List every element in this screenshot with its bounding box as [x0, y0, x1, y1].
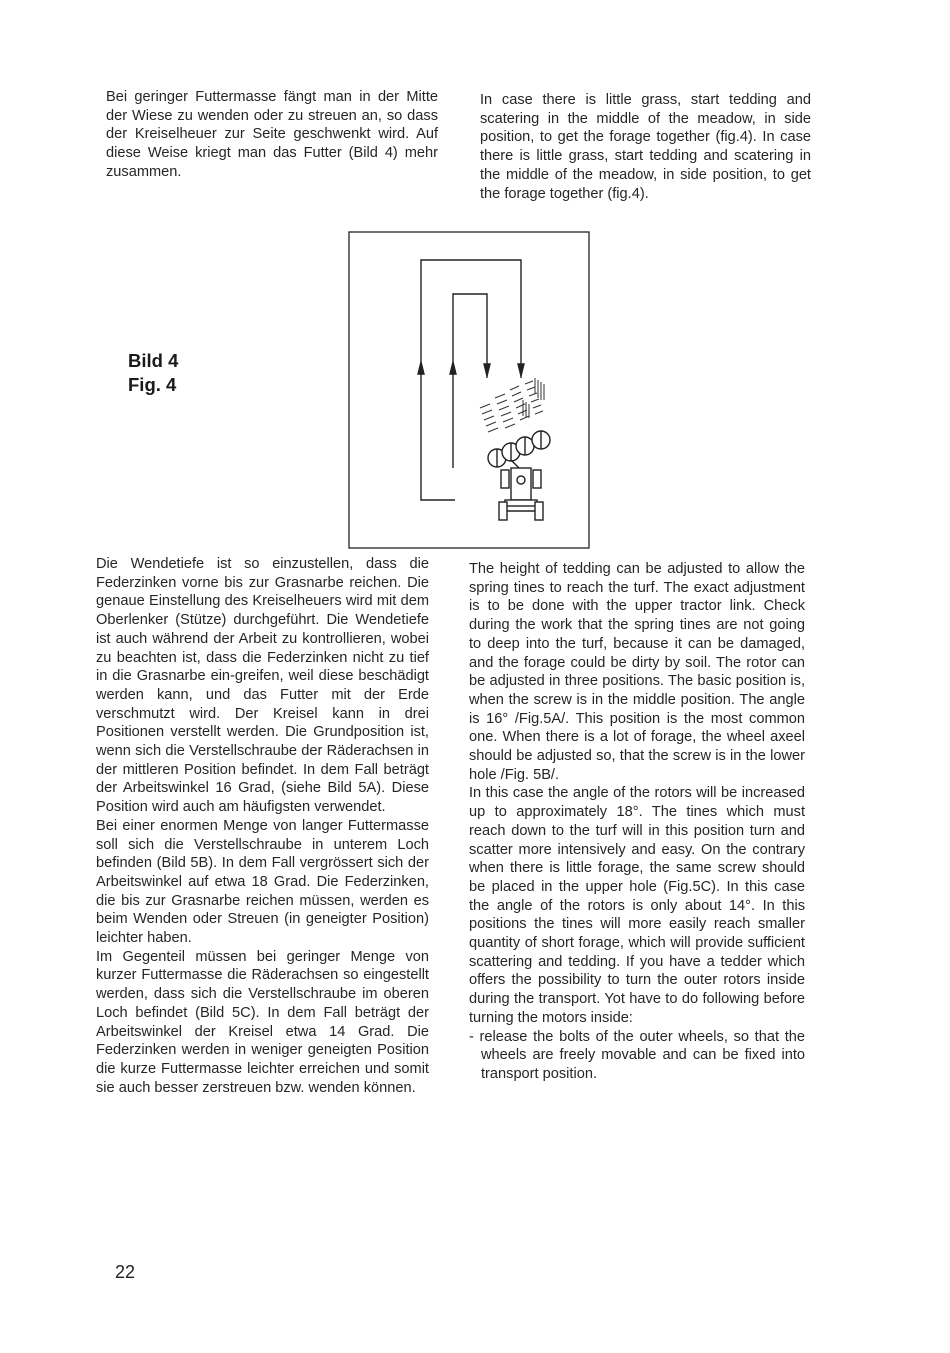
german-intro-text: Bei geringer Futtermasse fängt man in der Mitte der Wiese zu wenden oder zu streuen an, so dass der Kreiselheuer zur Seite geschwenkt wird. Auf diese Weise kriegt man das Futter (Bild 4) mehr zusammen. [106, 89, 438, 180]
figure-caption [128, 349, 178, 397]
english-paragraph: The height of tedding can be adjusted to allow the spring tines to reach the turf. The exact adjustment is to be done with the upper tractor link. Check during the work that the spring tines are not going to deep into the turf, because it can be damaged, and the forage could be dirty by soil. The rotor can be adjusted in three positions. The basic position is, when the screw is in the middle position. The angle is 16° /Fig.5A/. This position is the most common one. When there is a lot of forage, the wheel axeel should be adjusted so, that the screw is in the lower hole /Fig. 5B/. [469, 561, 805, 783]
top-english-paragraph [480, 91, 811, 203]
down-arrow-inner-icon [484, 364, 490, 376]
up-arrow-inner-icon [450, 362, 456, 374]
bottom-english-column [469, 560, 805, 1084]
tedding-pattern-diagram [345, 228, 595, 552]
german-paragraph: Im Gegenteil müssen bei geringer Menge von kurzer Futtermasse die Räderachsen so eingestellt werden, dass sich die Verstellschraube im oberen Loch befindet (Bild 5C). In dem Fall beträgt der Arbeitswinkel der Kreisel etwa 14 Grad. Die Federzinken werden in weniger geneigten Position die kurze Futtermasse leichter erreichen und somit sie auch besser zerstreuen bzw. wenden können. [96, 948, 429, 1096]
tractor-icon [499, 460, 543, 520]
top-german-paragraph [106, 88, 438, 182]
english-intro-text: In case there is little grass, start tedding and scatering in the middle of the meadow, in side position, to get the forage together (fig.4). In case there is little grass, start tedding and scatering in the middle of the meadow, in side position, to get the forage together (fig.4). [480, 92, 811, 202]
figure-caption-english: Fig. 4 [128, 374, 177, 395]
english-paragraph: In this case the angle of the rotors will be increased up to approximately 18°. The tines which must reach down to the turf will in this position turn and scatter more intensively and easy. On the contrary when there is little forage, the same screw should be placed in the upper hole (Fig.5C). In this case the angle of the rotors is only about 14°. In this positions the tines will more easily reach smaller quantity of short forage, which will provide sufficient scattering and tedding. If you have a tedder which offers the possibility to turn the outer rotors inside during the transport. Yot have to do following before turning the motors inside: [469, 785, 805, 1026]
tedder-rotors [488, 431, 550, 467]
english-bullet-item: - release the bolts of the outer wheels, so that the wheels are freely movable and can be fixed into transport position. [469, 1028, 805, 1082]
page-number: 22 [115, 1262, 136, 1282]
diagram-frame [349, 232, 589, 548]
scattered-grass-hatching [480, 378, 544, 432]
figure-caption-german: Bild 4 [128, 350, 179, 371]
bottom-german-column [96, 555, 429, 1097]
down-arrow-right-icon [518, 364, 524, 376]
german-paragraph: Die Wendetiefe ist so einzustellen, dass die Federzinken vorne bis zur Grasnarbe reichen. Die genaue Einstellung des Kreiselheuers wird mit dem Oberlenker (Stütze) durchgeführt. Die Wendetiefe ist auch während der Arbeit zu kontrollieren, wobei zu beachten ist, dass die Federzinken nicht zu tief in die Grasnarbe ein-greifen, weil diese beschädigt werden kann, und das Futter mit der Erde verschmutzt wird. Der Kreisel kann in drei Positionen verstellt werden. Die Grundposition ist, wenn sich die Verstellschraube der Räderachsen in der mittleren Position befindet. In dem Fall beträgt der Arbeitswinkel 16 Grad, (siehe Bild 5A). Diese Position wird auch am häufigsten verwendet. [96, 556, 429, 816]
inner-pass-path [453, 294, 487, 468]
outer-pass-path [421, 260, 521, 500]
up-arrow-left-icon [418, 362, 424, 374]
german-paragraph: Bei einer enormen Menge von langer Futtermasse soll sich die Verstellschraube in unterem Loch befinden (Bild 5B). In dem Fall vergrössert sich der Arbeitswinkel auf etwa 18 Grad. Die Federzinken, die bis zur Grasnarbe reichen müssen, werden es beim Wenden oder Streuen (in geneigter Position) leichter haben. [96, 817, 429, 947]
